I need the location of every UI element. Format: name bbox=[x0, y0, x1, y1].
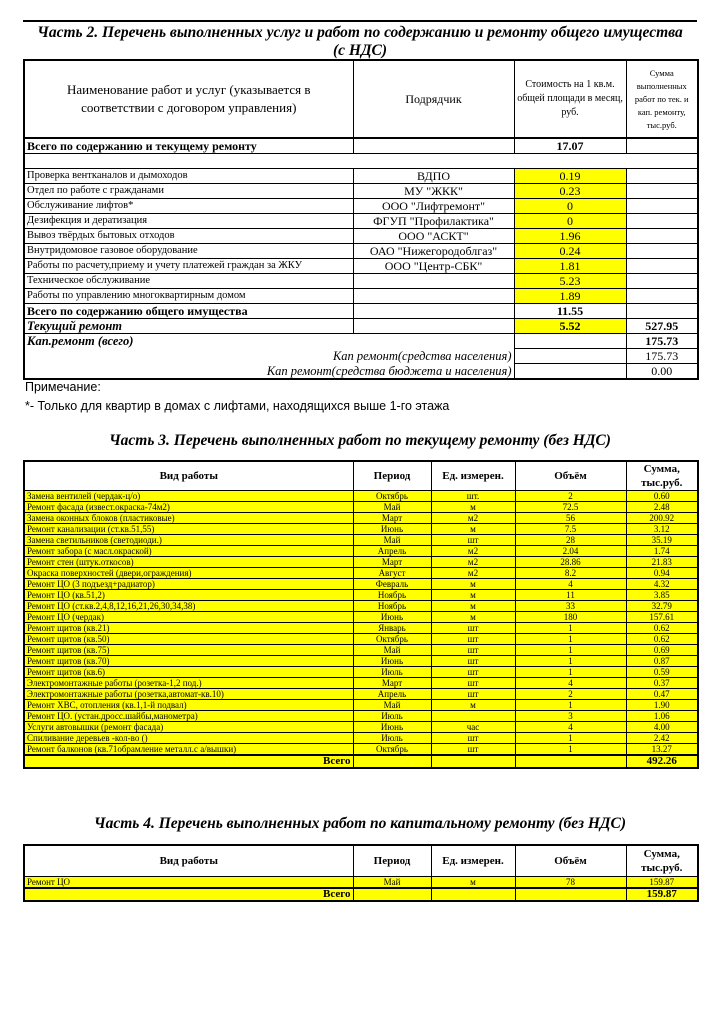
service-contractor: ВДПО bbox=[353, 169, 514, 184]
empty-cell bbox=[626, 199, 698, 214]
empty-cell bbox=[431, 888, 515, 901]
work-name: Замена оконных блоков (пластиковые) bbox=[24, 513, 353, 524]
work-volume: 4 bbox=[515, 678, 626, 689]
work-volume: 8.2 bbox=[515, 568, 626, 579]
work-sum: 0.62 bbox=[626, 634, 698, 645]
empty-cell bbox=[514, 334, 626, 349]
work-period: Февраль bbox=[353, 579, 431, 590]
work-volume: 72.5 bbox=[515, 502, 626, 513]
work-volume: 28.86 bbox=[515, 557, 626, 568]
work-volume: 4 bbox=[515, 579, 626, 590]
part2-title-line1: Часть 2. Перечень выполненных услуг и работ по содержанию и ремонту общего имущества bbox=[37, 24, 683, 41]
work-unit: шт bbox=[431, 667, 515, 678]
work-period: Октябрь bbox=[353, 491, 431, 502]
empty-cell bbox=[626, 259, 698, 274]
total-sum: 492.26 bbox=[626, 755, 698, 768]
work-sum: 157.61 bbox=[626, 612, 698, 623]
service-row bbox=[24, 214, 698, 229]
work-sum: 35.19 bbox=[626, 535, 698, 546]
header-volume: Объём bbox=[515, 461, 626, 491]
work-unit: м2 bbox=[431, 546, 515, 557]
total-maintenance-repair-value: 17.07 bbox=[514, 138, 626, 154]
work-period: Май bbox=[353, 876, 431, 888]
service-name: Внутридомовое газовое оборудование bbox=[24, 244, 353, 259]
service-name: Техническое обслуживание bbox=[24, 274, 353, 289]
empty-cell bbox=[515, 888, 626, 901]
table-row bbox=[24, 876, 698, 888]
table-row bbox=[24, 557, 698, 568]
capital-repair-budget-row bbox=[24, 364, 698, 380]
header-sum: Сумма, тыс.руб. bbox=[626, 461, 698, 491]
total-sum: 159.87 bbox=[626, 888, 698, 901]
work-period: Март bbox=[353, 557, 431, 568]
service-contractor: МУ "ЖКК" bbox=[353, 184, 514, 199]
work-volume: 56 bbox=[515, 513, 626, 524]
service-row bbox=[24, 184, 698, 199]
service-row bbox=[24, 289, 698, 304]
work-unit: шт bbox=[431, 645, 515, 656]
work-volume: 78 bbox=[515, 876, 626, 888]
service-name: Дезифекция и дератизация bbox=[24, 214, 353, 229]
work-unit: м bbox=[431, 524, 515, 535]
work-sum: 200.92 bbox=[626, 513, 698, 524]
work-name: Ремонт щитов (кв.6) bbox=[24, 667, 353, 678]
empty-cell bbox=[626, 274, 698, 289]
spacer-row bbox=[24, 154, 698, 169]
service-row bbox=[24, 274, 698, 289]
work-sum: 21.83 bbox=[626, 557, 698, 568]
work-sum: 0.87 bbox=[626, 656, 698, 667]
work-unit: м bbox=[431, 612, 515, 623]
work-period: Ноябрь bbox=[353, 601, 431, 612]
work-unit: шт bbox=[431, 634, 515, 645]
table-row bbox=[24, 645, 698, 656]
work-unit: шт. bbox=[431, 491, 515, 502]
work-unit: шт bbox=[431, 744, 515, 756]
work-sum: 3.12 bbox=[626, 524, 698, 535]
work-period: Март bbox=[353, 678, 431, 689]
service-name: Вывоз твёрдых бытовых отходов bbox=[24, 229, 353, 244]
total-common-property-label: Всего по содержанию общего имущества bbox=[24, 304, 353, 319]
total-maintenance-repair-label: Всего по содержанию и текущему ремонту bbox=[24, 138, 353, 154]
empty-cell bbox=[626, 214, 698, 229]
table-row bbox=[24, 634, 698, 645]
capital-repair-population-sum: 175.73 bbox=[626, 349, 698, 364]
service-contractor: ОАО "Нижегородоблгаз" bbox=[353, 244, 514, 259]
table-row bbox=[24, 513, 698, 524]
work-period: Июнь bbox=[353, 612, 431, 623]
work-volume: 28 bbox=[515, 535, 626, 546]
work-period: Май bbox=[353, 700, 431, 711]
table-row bbox=[24, 700, 698, 711]
work-period: Май bbox=[353, 535, 431, 546]
work-unit: м bbox=[431, 502, 515, 513]
work-period: Май bbox=[353, 645, 431, 656]
service-cost: 0.24 bbox=[514, 244, 626, 259]
work-name: Ремонт ЦО (кв.51,2) bbox=[24, 590, 353, 601]
work-volume: 7.5 bbox=[515, 524, 626, 535]
header-sum: Сумма, тыс.руб. bbox=[626, 845, 698, 876]
work-sum: 0.60 bbox=[626, 491, 698, 502]
work-period: Апрель bbox=[353, 546, 431, 557]
table-row bbox=[24, 689, 698, 700]
table-row bbox=[24, 568, 698, 579]
work-sum: 0.69 bbox=[626, 645, 698, 656]
work-unit: м bbox=[431, 590, 515, 601]
total-maintenance-repair-row bbox=[24, 138, 698, 154]
empty-cell bbox=[431, 755, 515, 768]
service-name: Работы по управлению многоквартирным домом bbox=[24, 289, 353, 304]
work-name: Ремонт щитов (кв.50) bbox=[24, 634, 353, 645]
work-unit: шт bbox=[431, 656, 515, 667]
header-period: Период bbox=[353, 845, 431, 876]
empty-cell bbox=[626, 244, 698, 259]
capital-repair-sum: 175.73 bbox=[626, 334, 698, 349]
work-name: Ремонт ЦО (ст.кв.2,4,8,12,16,21,26,30,34,38) bbox=[24, 601, 353, 612]
current-repair-label: Текущий ремонт bbox=[24, 319, 353, 334]
part4-header-row bbox=[24, 845, 698, 876]
part4-table bbox=[23, 844, 699, 902]
part4-title: Часть 4. Перечень выполненных работ по капитальному ремонту (без НДС) bbox=[93, 815, 627, 832]
empty-cell bbox=[353, 138, 514, 154]
work-name: Ремонт ЦО (3 подъезд+радиатор) bbox=[24, 579, 353, 590]
work-period: Ноябрь bbox=[353, 590, 431, 601]
work-name: Ремонт забора (с масл.окраской) bbox=[24, 546, 353, 557]
service-name: Отдел по работе с гражданами bbox=[24, 184, 353, 199]
work-sum: 1.74 bbox=[626, 546, 698, 557]
work-unit: шт bbox=[431, 623, 515, 634]
table-row bbox=[24, 546, 698, 557]
total-label: Всего bbox=[24, 888, 353, 901]
work-sum: 0.37 bbox=[626, 678, 698, 689]
empty-cell bbox=[24, 154, 698, 169]
empty-cell bbox=[626, 169, 698, 184]
service-name: Обслуживание лифтов* bbox=[24, 199, 353, 214]
current-repair-row bbox=[24, 319, 698, 334]
empty-cell bbox=[626, 229, 698, 244]
work-name: Ремонт щитов (кв.75) bbox=[24, 645, 353, 656]
table-row bbox=[24, 601, 698, 612]
work-volume: 1 bbox=[515, 744, 626, 756]
work-volume: 1 bbox=[515, 656, 626, 667]
work-name: Услуги автовышки (ремонт фасада) bbox=[24, 722, 353, 733]
service-name: Проверка вентканалов и дымоходов bbox=[24, 169, 353, 184]
header-work: Вид работы bbox=[24, 461, 353, 491]
work-name: Электромонтажные работы (розетка-1,2 под.) bbox=[24, 678, 353, 689]
header-name: Наименование работ и услуг (указывается в соответствии с договором управления) bbox=[24, 60, 353, 138]
work-period: Июнь bbox=[353, 722, 431, 733]
part3-total-row bbox=[24, 755, 698, 768]
service-row bbox=[24, 244, 698, 259]
part2-header-row bbox=[24, 60, 698, 138]
service-contractor: ООО "Центр-СБК" bbox=[353, 259, 514, 274]
header-unit: Ед. измерен. bbox=[431, 845, 515, 876]
part3-title: Часть 3. Перечень выполненных работ по текущему ремонту (без НДС) bbox=[109, 432, 611, 449]
work-unit: м2 bbox=[431, 513, 515, 524]
service-cost: 1.89 bbox=[514, 289, 626, 304]
work-sum: 1.90 bbox=[626, 700, 698, 711]
capital-repair-label: Кап.ремонт (всего) bbox=[24, 334, 514, 349]
table-row bbox=[24, 678, 698, 689]
work-volume: 1 bbox=[515, 733, 626, 744]
table-row bbox=[24, 491, 698, 502]
work-unit: м bbox=[431, 700, 515, 711]
service-cost: 0 bbox=[514, 199, 626, 214]
capital-repair-budget-label: Кап ремонт(средства бюджета и населения) bbox=[24, 364, 514, 380]
work-volume: 2 bbox=[515, 491, 626, 502]
header-contractor: Подрядчик bbox=[353, 60, 514, 138]
work-unit: м2 bbox=[431, 568, 515, 579]
work-name: Ремонт стен (штук.откосов) bbox=[24, 557, 353, 568]
work-name: Спиливание деревьев -кол-во () bbox=[24, 733, 353, 744]
work-sum: 32.79 bbox=[626, 601, 698, 612]
work-sum: 0.62 bbox=[626, 623, 698, 634]
work-period: Июнь bbox=[353, 656, 431, 667]
service-row bbox=[24, 169, 698, 184]
work-unit: шт bbox=[431, 535, 515, 546]
current-repair-cost: 5.52 bbox=[514, 319, 626, 334]
work-unit bbox=[431, 711, 515, 722]
empty-cell bbox=[353, 755, 431, 768]
current-repair-sum: 527.95 bbox=[626, 319, 698, 334]
empty-cell bbox=[626, 289, 698, 304]
header-unit: Ед. измерен. bbox=[431, 461, 515, 491]
work-unit: шт bbox=[431, 689, 515, 700]
work-name: Ремонт ЦО. (устан.дросс.шайбы,манометра) bbox=[24, 711, 353, 722]
work-period: Июнь bbox=[353, 524, 431, 535]
header-cost-per-sqm: Стоимость на 1 кв.м. общей площади в месяц, руб. bbox=[514, 60, 626, 138]
work-volume: 1 bbox=[515, 634, 626, 645]
work-period: Январь bbox=[353, 623, 431, 634]
empty-cell bbox=[353, 888, 431, 901]
service-cost: 5.23 bbox=[514, 274, 626, 289]
empty-cell bbox=[626, 184, 698, 199]
service-contractor: ООО "Лифтремонт" bbox=[353, 199, 514, 214]
part3-table bbox=[23, 460, 699, 769]
work-volume: 1 bbox=[515, 623, 626, 634]
empty-cell bbox=[626, 138, 698, 154]
work-volume: 2 bbox=[515, 689, 626, 700]
table-row bbox=[24, 711, 698, 722]
work-sum: 0.47 bbox=[626, 689, 698, 700]
header-sum: Сумма выполненных работ по тек. и кап. ремонту, тыс.руб. bbox=[626, 60, 698, 138]
empty-cell bbox=[514, 349, 626, 364]
work-volume: 1 bbox=[515, 667, 626, 678]
work-unit: м2 bbox=[431, 557, 515, 568]
work-volume: 11 bbox=[515, 590, 626, 601]
service-row bbox=[24, 259, 698, 274]
work-volume: 2.04 bbox=[515, 546, 626, 557]
work-period: Май bbox=[353, 502, 431, 513]
part2-title bbox=[23, 20, 697, 60]
note-title: Примечание: bbox=[25, 380, 101, 394]
work-name: Ремонт канализации (ст.кв.51,55) bbox=[24, 524, 353, 535]
capital-repair-row bbox=[24, 334, 698, 349]
work-name: Замена вентилей (чердак-ц/о) bbox=[24, 491, 353, 502]
service-contractor bbox=[353, 274, 514, 289]
work-name: Замена светильников (светодиоди.) bbox=[24, 535, 353, 546]
work-period: Июль bbox=[353, 667, 431, 678]
work-sum: 1.06 bbox=[626, 711, 698, 722]
work-period: Октябрь bbox=[353, 634, 431, 645]
table-row bbox=[24, 590, 698, 601]
table-row bbox=[24, 656, 698, 667]
service-row bbox=[24, 199, 698, 214]
part3-header-row bbox=[24, 461, 698, 491]
table-row bbox=[24, 579, 698, 590]
work-sum: 4.00 bbox=[626, 722, 698, 733]
total-common-property-row bbox=[24, 304, 698, 319]
work-volume: 33 bbox=[515, 601, 626, 612]
capital-repair-population-label: Кап ремонт(средства населения) bbox=[24, 349, 514, 364]
part2-table bbox=[23, 59, 699, 380]
work-unit: шт bbox=[431, 733, 515, 744]
work-sum: 159.87 bbox=[626, 876, 698, 888]
empty-cell bbox=[626, 304, 698, 319]
service-cost: 1.96 bbox=[514, 229, 626, 244]
table-row bbox=[24, 733, 698, 744]
table-row bbox=[24, 667, 698, 678]
work-volume: 1 bbox=[515, 700, 626, 711]
service-cost: 1.81 bbox=[514, 259, 626, 274]
work-sum: 2.48 bbox=[626, 502, 698, 513]
empty-cell bbox=[515, 755, 626, 768]
table-row bbox=[24, 722, 698, 733]
work-unit: шт bbox=[431, 678, 515, 689]
work-sum: 2.42 bbox=[626, 733, 698, 744]
work-period: Июль bbox=[353, 733, 431, 744]
service-cost: 0 bbox=[514, 214, 626, 229]
service-name: Работы по расчету,приему и учету платежей граждан за ЖКУ bbox=[24, 259, 353, 274]
table-row bbox=[24, 524, 698, 535]
work-volume: 1 bbox=[515, 645, 626, 656]
empty-cell bbox=[514, 364, 626, 380]
work-name: Ремонт балконов (кв.71обрамление металл.с а/вышки) bbox=[24, 744, 353, 756]
part2-title-line2: (с НДС) bbox=[332, 42, 388, 59]
work-period: Апрель bbox=[353, 689, 431, 700]
work-unit: м bbox=[431, 579, 515, 590]
empty-cell bbox=[353, 304, 514, 319]
service-row bbox=[24, 229, 698, 244]
note-text: *- Только для квартир в домах с лифтами, находящихся выше 1-го этажа bbox=[25, 399, 450, 413]
total-label: Всего bbox=[24, 755, 353, 768]
work-sum: 0.59 bbox=[626, 667, 698, 678]
header-volume: Объём bbox=[515, 845, 626, 876]
table-row bbox=[24, 502, 698, 513]
work-name: Ремонт ХВС, отопления (кв.1,1-й подвал) bbox=[24, 700, 353, 711]
total-common-property-value: 11.55 bbox=[514, 304, 626, 319]
table-row bbox=[24, 623, 698, 634]
work-sum: 3.85 bbox=[626, 590, 698, 601]
table-row bbox=[24, 744, 698, 756]
work-volume: 3 bbox=[515, 711, 626, 722]
work-period: Октябрь bbox=[353, 744, 431, 756]
work-sum: 0.94 bbox=[626, 568, 698, 579]
header-period: Период bbox=[353, 461, 431, 491]
table-row bbox=[24, 535, 698, 546]
work-name: Электромонтажные работы (розетка,автомат-кв.10) bbox=[24, 689, 353, 700]
service-contractor: ФГУП "Профилактика" bbox=[353, 214, 514, 229]
capital-repair-population-row bbox=[24, 349, 698, 364]
work-name: Ремонт ЦО (чердак) bbox=[24, 612, 353, 623]
empty-cell bbox=[353, 319, 514, 334]
work-name: Ремонт щитов (кв.21) bbox=[24, 623, 353, 634]
work-unit: час bbox=[431, 722, 515, 733]
part4-total-row bbox=[24, 888, 698, 901]
work-name: Ремонт щитов (кв.70) bbox=[24, 656, 353, 667]
work-period: Август bbox=[353, 568, 431, 579]
work-name: Ремонт фасада (извест.окраска-74м2) bbox=[24, 502, 353, 513]
service-cost: 0.19 bbox=[514, 169, 626, 184]
work-name: Ремонт ЦО bbox=[24, 876, 353, 888]
work-volume: 180 bbox=[515, 612, 626, 623]
work-volume: 4 bbox=[515, 722, 626, 733]
work-sum: 4.32 bbox=[626, 579, 698, 590]
service-contractor bbox=[353, 289, 514, 304]
work-period: Июль bbox=[353, 711, 431, 722]
header-work: Вид работы bbox=[24, 845, 353, 876]
work-name: Окраска поверхностей (двери,ограждения) bbox=[24, 568, 353, 579]
table-row bbox=[24, 612, 698, 623]
work-sum: 13.27 bbox=[626, 744, 698, 756]
service-cost: 0.23 bbox=[514, 184, 626, 199]
work-unit: м bbox=[431, 601, 515, 612]
work-unit: м bbox=[431, 876, 515, 888]
capital-repair-budget-sum: 0.00 bbox=[626, 364, 698, 380]
service-contractor: ООО "АСКТ" bbox=[353, 229, 514, 244]
work-period: Март bbox=[353, 513, 431, 524]
